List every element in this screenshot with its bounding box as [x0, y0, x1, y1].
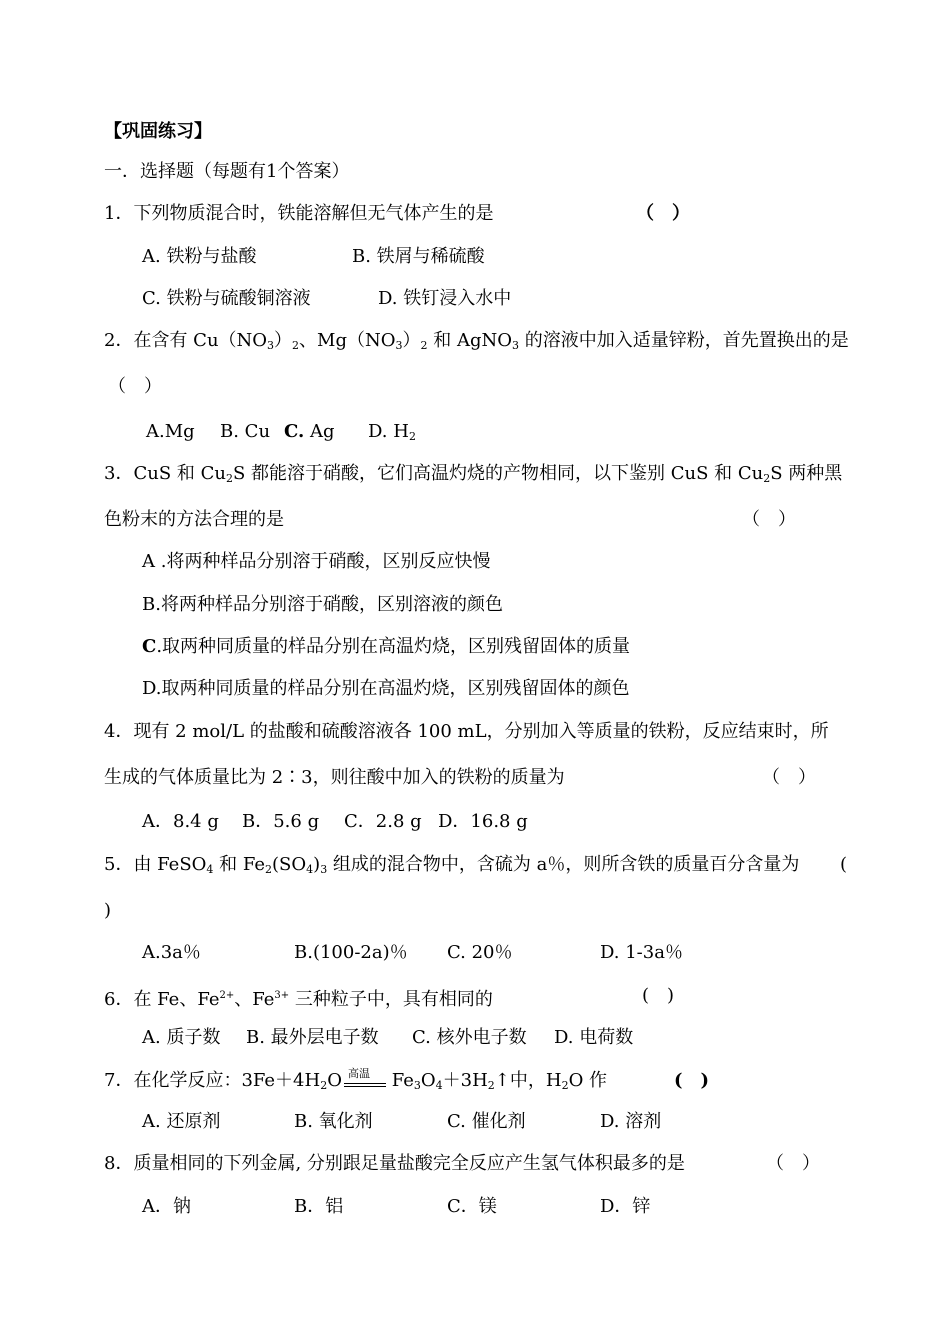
q2-option-b: B. Cu: [220, 421, 271, 442]
question-4-stem-line2: 生成的气体质量比为 2∶3，则往酸中加入的铁粉的质量为: [104, 767, 565, 788]
q4-option-c: C．2.8 g: [344, 811, 422, 832]
q1-option-d: D. 铁钉浸入水中: [378, 288, 512, 309]
question-8-answer-paren: （ ）: [766, 1153, 820, 1174]
section-header: 【巩固练习】: [104, 121, 212, 142]
q3-option-b: B.将两种样品分别溶于硝酸，区别溶液的颜色: [142, 594, 503, 615]
question-4-stem: 4．现有 2 mol/L 的盐酸和硫酸溶液各 100 mL，分别加入等质量的铁粉，反应结束时，所: [104, 721, 829, 742]
q6-option-c: C. 核外电子数: [412, 1027, 527, 1048]
q6-option-b: B. 最外层电子数: [246, 1027, 379, 1048]
q6-option-a: A. 质子数: [142, 1027, 221, 1048]
question-3-answer-paren: （ ）: [742, 509, 796, 530]
q7-option-a: A. 还原剂: [142, 1111, 221, 1132]
q5-option-c: C. 20％: [447, 942, 513, 963]
q8-option-a: A．钠: [142, 1196, 191, 1217]
q8-option-b: B．铝: [294, 1196, 344, 1217]
question-2-answer-paren: （ ）: [108, 376, 162, 397]
q1-option-b: B. 铁屑与稀硫酸: [352, 246, 485, 267]
q2-option-c: C. Ag: [284, 421, 335, 442]
question-5-paren-open: (: [840, 854, 848, 875]
q5-option-a: A.3a％: [142, 942, 201, 963]
section-title: 一．选择题（每题有1个答案）: [104, 161, 350, 182]
question-1-answer-paren: （ ）: [636, 203, 690, 224]
q8-option-d: D．锌: [600, 1196, 651, 1217]
q3-option-a: A .将两种样品分别溶于硝酸，区别反应快慢: [142, 551, 491, 572]
q4-option-d: D．16.8 g: [438, 811, 528, 832]
question-3-stem: 3．CuS 和 $Cu_2S$ 都能溶于硝酸，它们高温灼烧的产物相同，以下鉴别 CuS 和 $Cu_2S$ 两种黑: [104, 463, 843, 485]
question-1-stem: 1．下列物质混合时，铁能溶解但无气体产生的是: [104, 203, 494, 224]
question-2-stem: 2．在含有 $Cu(NO_3)_2$、$Mg(NO_3)_2$ 和 AgNO$_3$ 的溶液中加入适量锌粉，首先置换出的是: [104, 330, 849, 352]
q6-option-d: D. 电荷数: [554, 1027, 634, 1048]
question-6-stem: 6．在 Fe、$Fe^{2+}$、$Fe^{3+}$ 三种粒子中，具有相同的: [104, 989, 493, 1010]
q7-option-d: D. 溶剂: [600, 1111, 662, 1132]
q7-option-b: B. 氧化剂: [294, 1111, 373, 1132]
q5-option-b: B.(100-2a)％: [294, 942, 408, 963]
question-4-answer-paren: （ ）: [762, 767, 816, 788]
reaction-condition-arrow: 高温: [344, 1069, 386, 1093]
q2-option-a: A.Mg: [146, 421, 195, 442]
question-8-stem: 8．质量相同的下列金属, 分别跟足量盐酸完全反应产生氢气体积最多的是: [104, 1153, 685, 1174]
q5-option-d: D. 1-3a％: [600, 942, 683, 963]
q3-option-d: D.取两种同质量的样品分别在高温灼烧，区别残留固体的颜色: [142, 678, 630, 699]
q2-option-d: D. $H_2$: [368, 421, 416, 443]
question-7-stem: 7．在化学反应：$3Fe+4H_2O$ 高温 $Fe_3O_4+3H_2↑$中，$H_2O$ 作: [104, 1067, 608, 1092]
question-5-paren-close: ): [104, 900, 112, 921]
question-6-answer-paren: ( ): [642, 985, 675, 1006]
q4-option-b: B．5.6 g: [242, 811, 320, 832]
q7-option-c: C. 催化剂: [447, 1111, 526, 1132]
question-3-stem-line2: 色粉末的方法合理的是: [104, 509, 284, 530]
question-7-answer-paren: ( ): [674, 1070, 710, 1091]
question-5-stem: 5．由 FeSO$_4$ 和 $Fe_2(SO_4)_3$ 组成的混合物中，含硫为 a％，则所含铁的质量百分含量为: [104, 854, 800, 876]
q4-option-a: A．8.4 g: [142, 811, 219, 832]
q1-option-c: C. 铁粉与硫酸铜溶液: [142, 288, 311, 309]
q3-option-c: C.取两种同质量的样品分别在高温灼烧，区别残留固体的质量: [142, 636, 631, 657]
q1-option-a: A. 铁粉与盐酸: [142, 246, 257, 267]
q8-option-c: C．镁: [447, 1196, 497, 1217]
